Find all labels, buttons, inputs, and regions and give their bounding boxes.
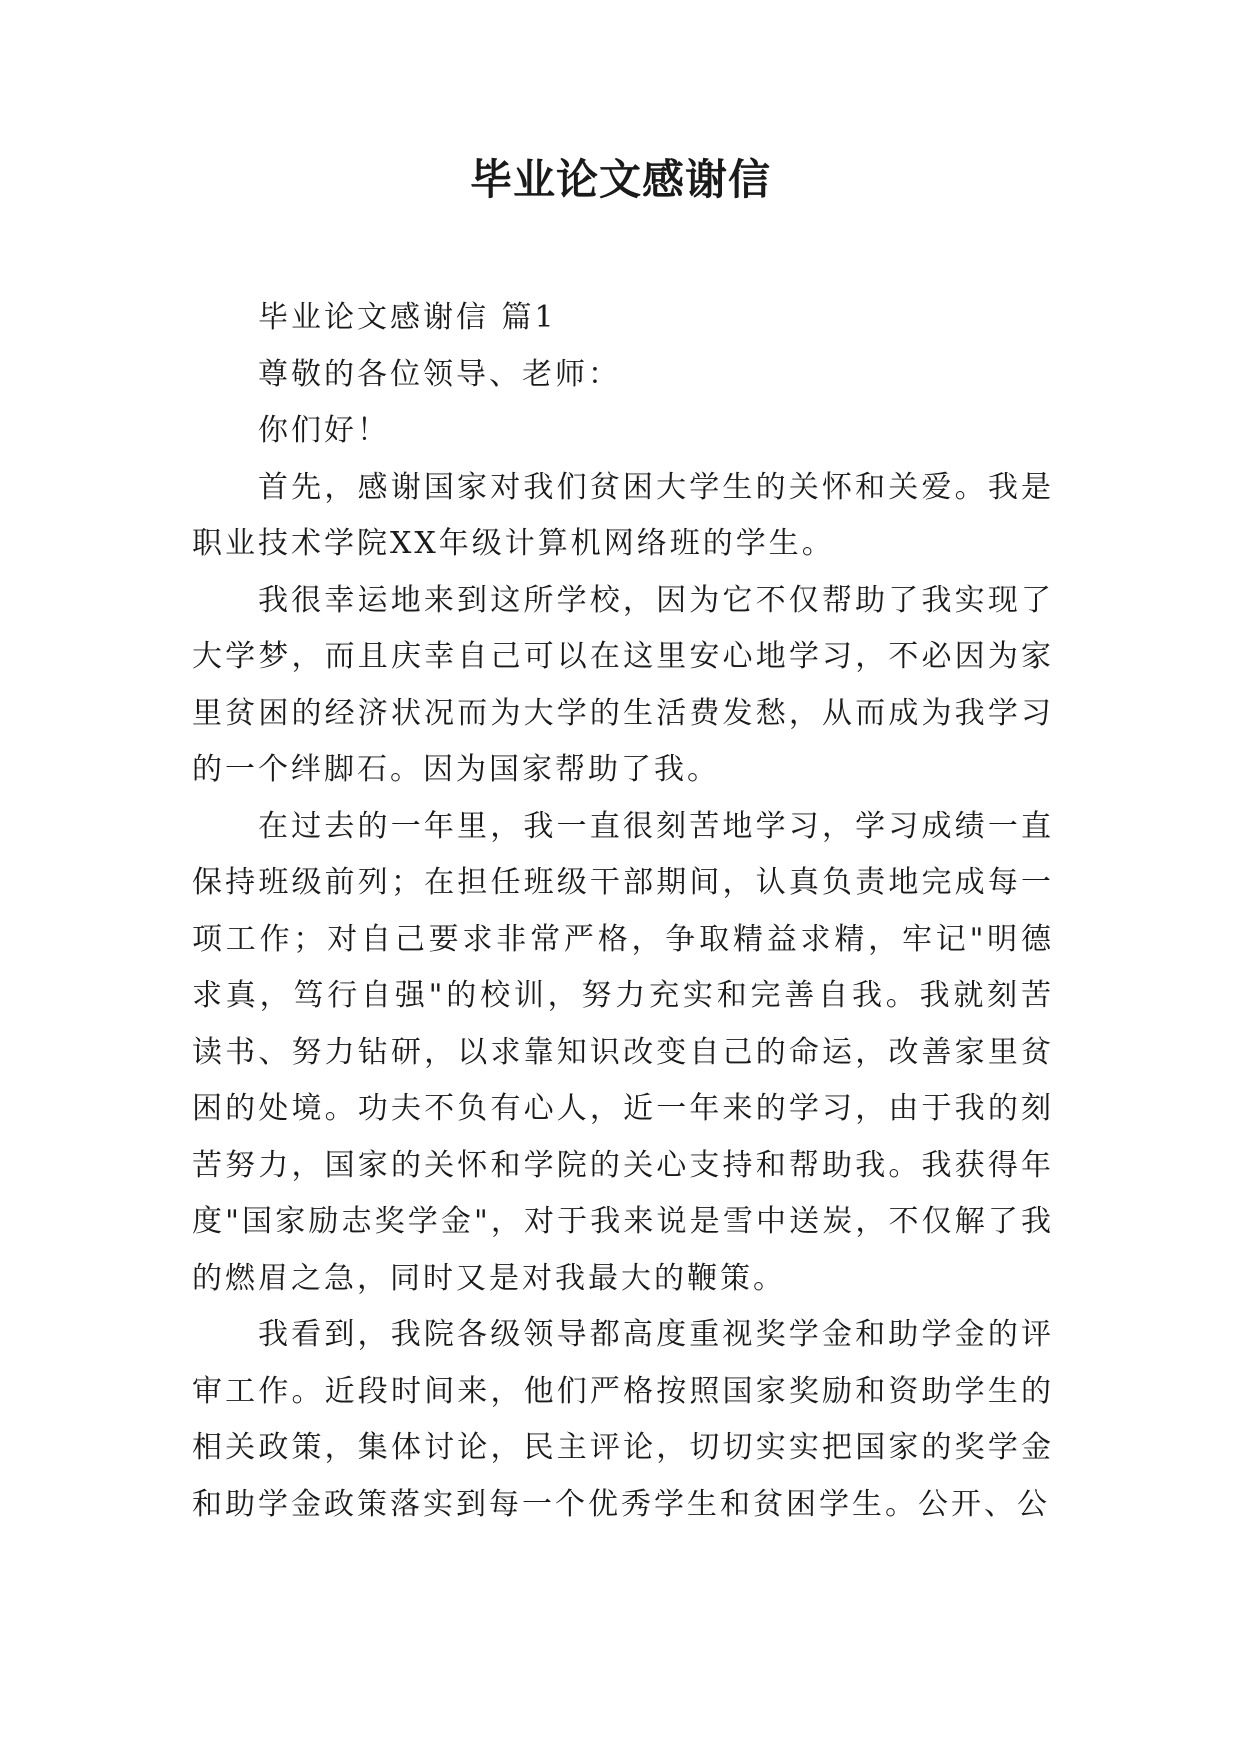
salutation: 尊敬的各位领导、老师： xyxy=(258,356,621,392)
document-body xyxy=(192,290,1054,1533)
document-title: 毕业论文感谢信 xyxy=(469,155,771,204)
section-heading: 毕业论文感谢信 篇1 xyxy=(258,300,557,335)
body-paragraph: 首先，感谢国家对我们贫困大学生的关怀和关爱。我是职业技术学院XX年级计算机网络班的学生。 xyxy=(192,469,1054,561)
greeting: 你们好！ xyxy=(258,413,390,448)
body-paragraph: 我很幸运地来到这所学校，因为它不仅帮助了我实现了大学梦，而且庆幸自己可以在这里安心地学习，不必因为家里贫困的经济状况而为大学的生活费发愁，从而成为我学习的一个绊脚石。因为国家帮助了我。 xyxy=(192,582,1054,787)
body-paragraph: 我看到，我院各级领导都高度重视奖学金和助学金的评审工作。近段时间来，他们严格按照国家奖励和资助学生的相关政策，集体讨论，民主评论，切切实实把国家的奖学金和助学金政策落实到每一个优秀学生和贫困学生。公开、公 xyxy=(192,1317,1054,1522)
body-paragraph: 在过去的一年里，我一直很刻苦地学习，学习成绩一直保持班级前列；在担任班级干部期间，认真负责地完成每一项工作；对自己要求非常严格，争取精益求精，牢记"明德求真，笃行自强"的校训，努力充实和完善自我。我就刻苦读书、努力钻研，以求靠知识改变自己的命运，改善家里贫困的处境。功夫不负有心人，近一年来的学习，由于我的刻苦努力，国家的关怀和学院的关心支持和帮助我。我获得年度"国家励志奖学金"，对于我来说是雪中送炭，不仅解了我的燃眉之急，同时又是对我最大的鞭策。 xyxy=(192,808,1054,1296)
